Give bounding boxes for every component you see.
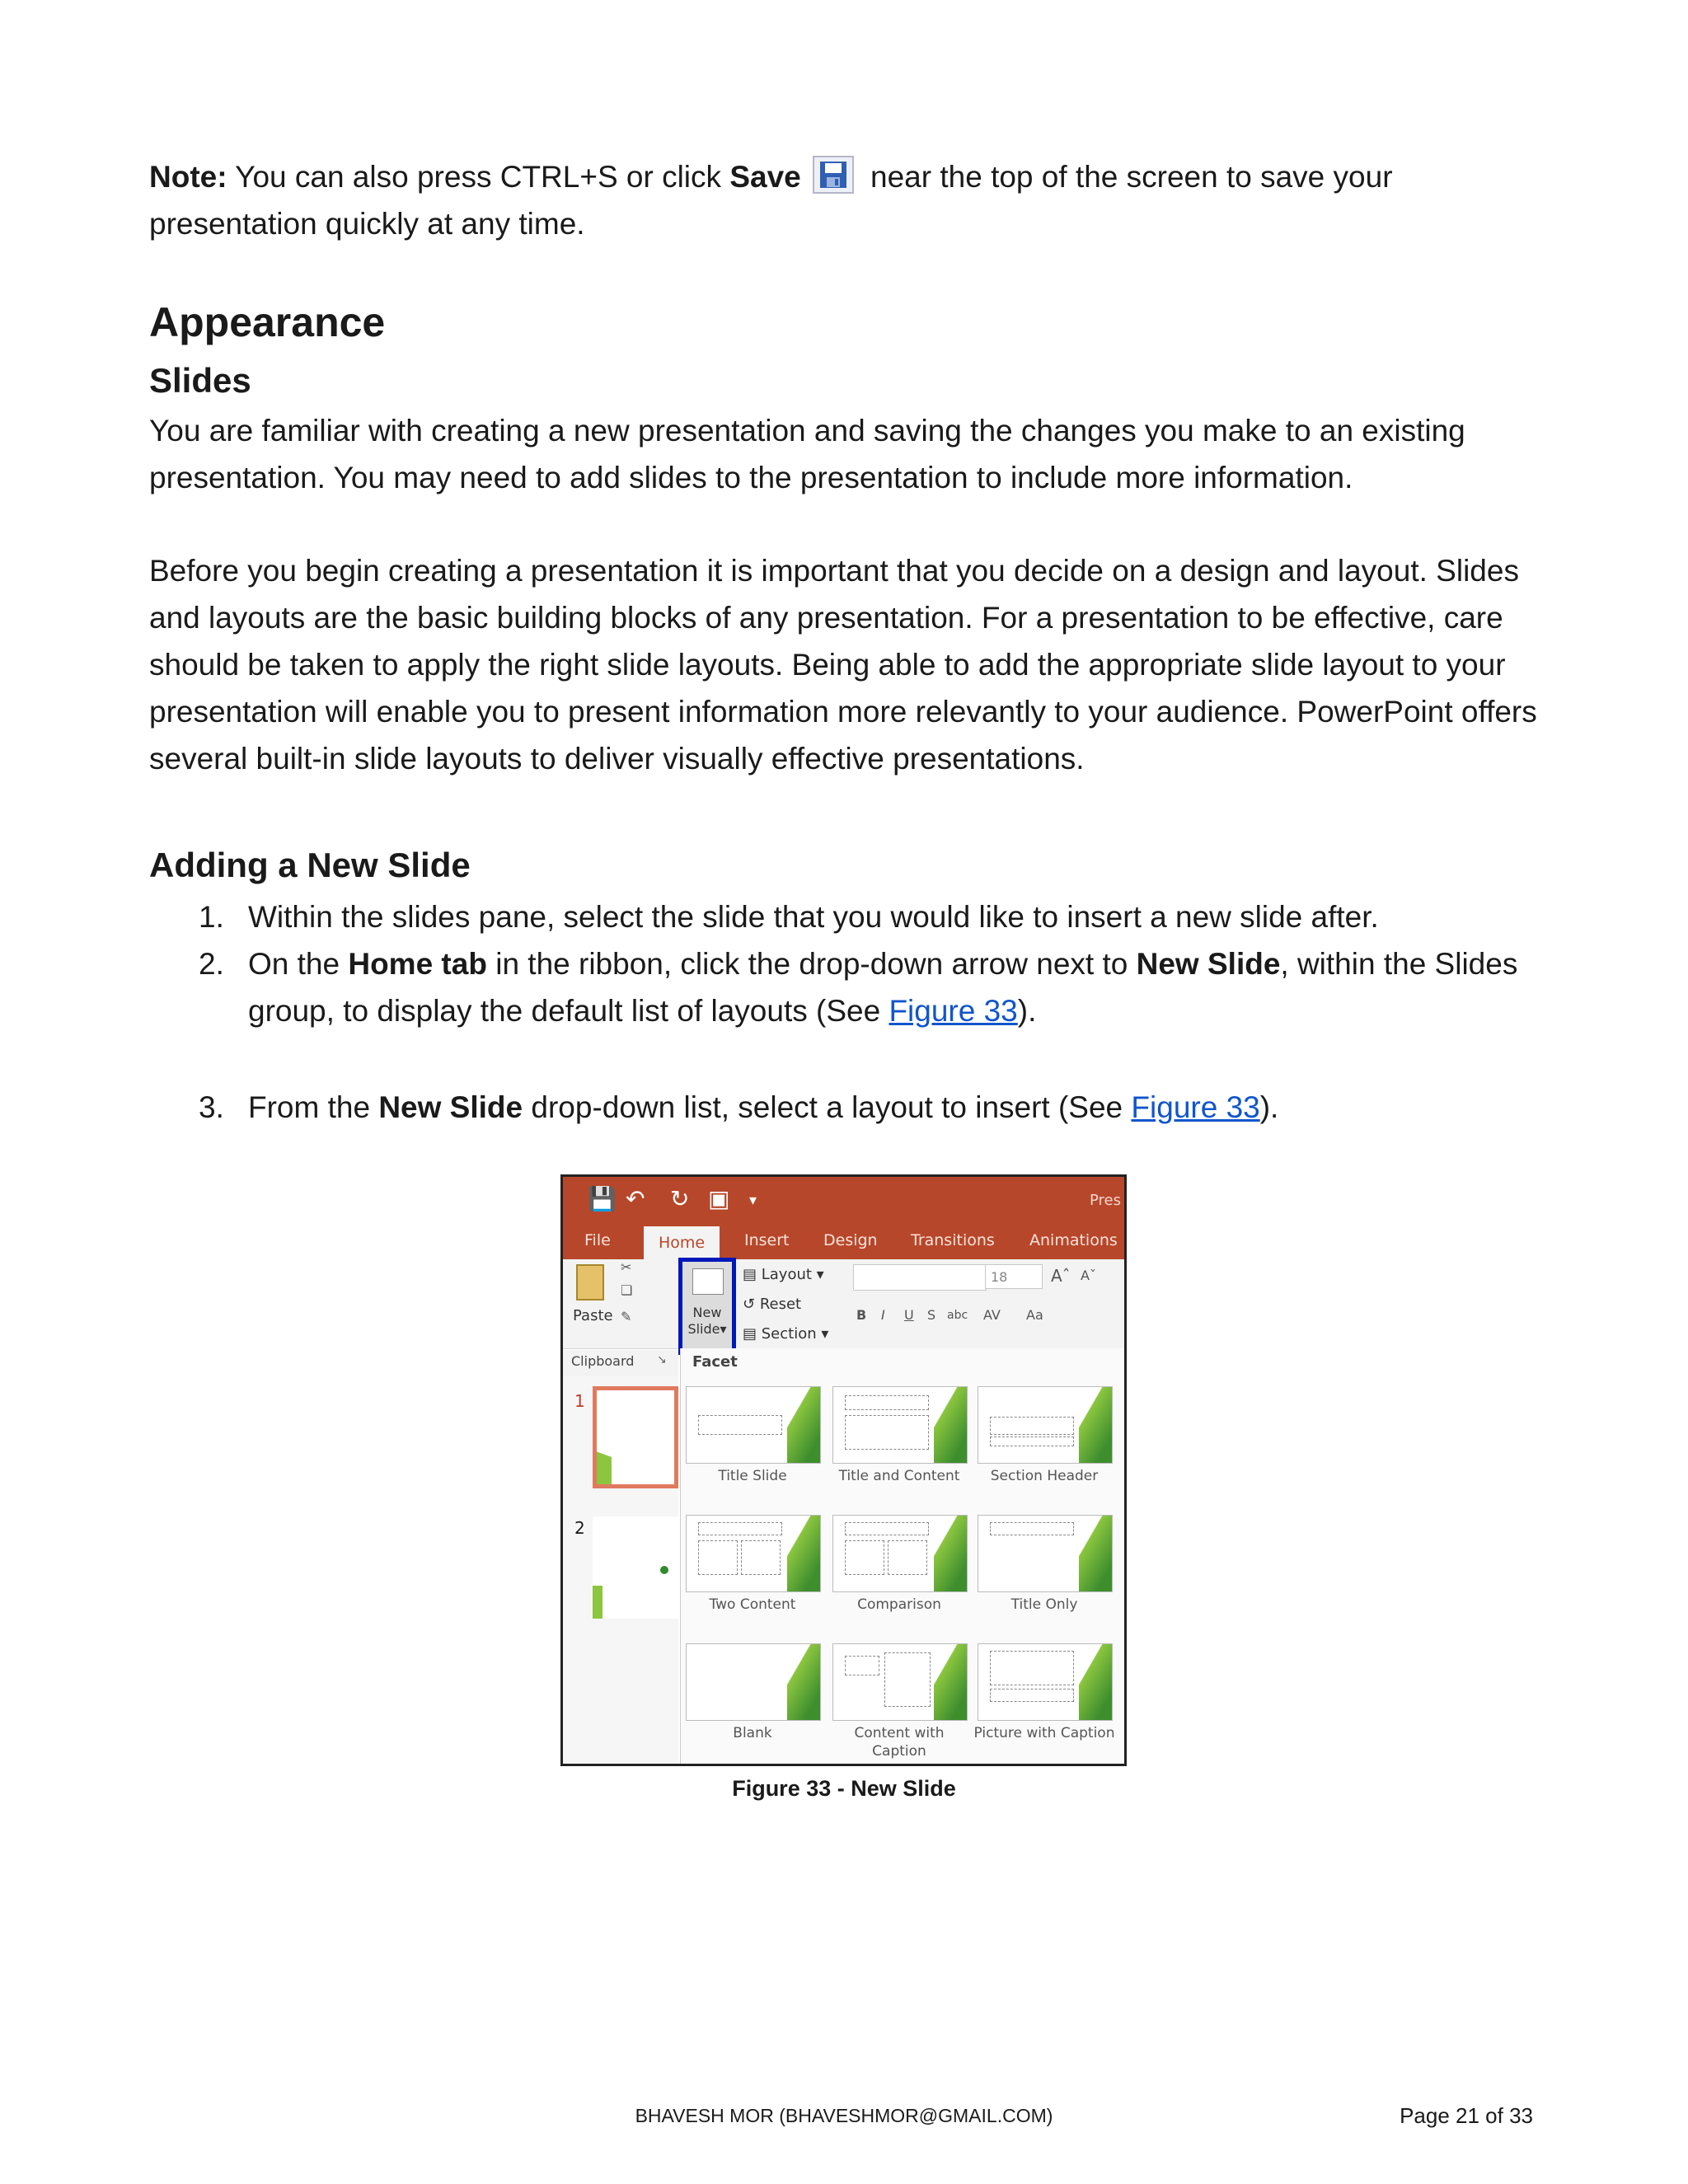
footer-author: BHAVESH MOR (BHAVESHMOR@GMAIL.COM) — [635, 2105, 1053, 2126]
step-text: ). — [1017, 994, 1037, 1028]
layout-label-title-slide: Title Slide — [718, 1468, 787, 1484]
save-word: Save — [729, 160, 801, 194]
layout-thumb-title-slide[interactable] — [686, 1386, 821, 1464]
footer-page-number: Page 21 of 33 — [1400, 2103, 1533, 2128]
step-text: From the — [248, 1090, 379, 1124]
italic-button[interactable]: I — [881, 1307, 885, 1323]
customize-qat-icon: ▾ — [749, 1192, 757, 1209]
layout-label-picture-with-caption: Picture with Caption — [973, 1725, 1115, 1741]
new-slide-button[interactable] — [678, 1258, 736, 1355]
list-item — [149, 940, 1567, 1034]
layout-thumb-section-header[interactable] — [978, 1386, 1113, 1464]
bold-button[interactable]: B — [856, 1307, 867, 1323]
note-text-2: near the top of the screen to save your presentation quickly at any time. — [149, 160, 1393, 241]
layout-label-two-content: Two Content — [709, 1596, 796, 1613]
step-text: Within the slides pane, select the slide that you would like to insert a new slide after. — [248, 900, 1379, 934]
list-item — [149, 893, 1567, 940]
layout-gallery — [680, 1348, 1127, 1766]
figure-new-slide-screenshot — [560, 1174, 1127, 1766]
layout-thumb-title-and-content[interactable] — [832, 1386, 968, 1464]
font-size-field[interactable] — [985, 1264, 1043, 1289]
grow-font-icon[interactable]: Aˆ — [1051, 1266, 1071, 1286]
note-paragraph — [149, 153, 1550, 247]
tab-file[interactable]: File — [584, 1231, 611, 1249]
heading-slides: Slides — [149, 361, 251, 400]
char-spacing-button[interactable]: AV — [983, 1307, 1001, 1323]
slide-number: 2 — [574, 1518, 585, 1538]
tab-design[interactable]: Design — [823, 1231, 878, 1249]
heading-appearance: Appearance — [149, 299, 386, 345]
save-icon — [813, 156, 854, 194]
layout-label-section-header: Section Header — [990, 1468, 1099, 1484]
layout-thumb-blank[interactable] — [686, 1643, 821, 1721]
layout-label-comparison: Comparison — [857, 1596, 941, 1613]
copy-icon[interactable]: ❏ — [621, 1282, 633, 1298]
step-bold: New Slide — [378, 1090, 523, 1124]
title-bar — [563, 1177, 1124, 1223]
heading-adding-new-slide: Adding a New Slide — [149, 846, 471, 884]
step-number: 2. — [199, 947, 224, 981]
slides-pane — [563, 1376, 678, 1766]
steps-list — [149, 893, 1567, 1131]
save-icon: 💾 — [588, 1185, 617, 1212]
note-label: Note: — [149, 160, 227, 194]
layout-thumb-two-content[interactable] — [686, 1515, 821, 1592]
clipboard-group-label — [563, 1350, 678, 1376]
font-size-value: 18 — [991, 1269, 1008, 1285]
slide-word: Slide — [687, 1321, 720, 1337]
slide-number: 1 — [574, 1391, 585, 1411]
reset-button[interactable]: ↺ Reset — [743, 1296, 802, 1313]
step-number: 1. — [199, 900, 224, 934]
shadow-button[interactable]: S — [927, 1307, 936, 1323]
tab-home[interactable]: Home — [644, 1226, 720, 1259]
step-text: ). — [1259, 1090, 1279, 1124]
step-bold: New Slide — [1136, 947, 1281, 981]
tab-insert[interactable]: Insert — [744, 1231, 790, 1249]
new-slide-label: New — [692, 1305, 722, 1320]
paste-button[interactable]: Paste — [573, 1307, 613, 1324]
note-text-1: You can also press CTRL+S or click — [227, 160, 730, 194]
layout-button[interactable]: ▤ Layout ▾ — [743, 1266, 824, 1283]
figure-33-link[interactable]: Figure 33 — [1131, 1090, 1260, 1124]
new-slide-label-2: Slide▾ — [687, 1321, 727, 1337]
figure-caption: Figure 33 - New Slide — [732, 1776, 956, 1801]
figure-33-link[interactable]: Figure 33 — [889, 994, 1018, 1028]
tab-transitions[interactable]: Transitions — [911, 1231, 995, 1249]
slide-thumbnail-1[interactable] — [593, 1386, 678, 1488]
slide-thumbnail-2[interactable] — [593, 1516, 678, 1619]
format-painter-icon[interactable]: ✎ — [621, 1309, 632, 1324]
paragraph-1: You are familiar with creating a new presentation and saving the changes you make to an existing presentation. You may need to add slides to the presentation to include more information. — [149, 414, 1465, 494]
ribbon-tabs — [563, 1223, 1124, 1259]
layout-thumb-content-with-caption[interactable] — [832, 1643, 968, 1721]
layout-label-content-with-caption: Content with Caption — [854, 1725, 945, 1760]
font-name-field[interactable] — [853, 1264, 987, 1291]
list-item — [149, 1084, 1567, 1131]
clipboard-label: Clipboard — [571, 1353, 635, 1369]
paste-icon — [576, 1264, 604, 1301]
layout-thumb-comparison[interactable] — [832, 1515, 968, 1592]
step-text: On the — [248, 947, 349, 981]
step-text: , within the Slides group, to display the default list of layouts (See — [248, 947, 1518, 1028]
section-label: Section — [761, 1325, 817, 1343]
gallery-title: Facet — [692, 1353, 738, 1371]
tab-animations[interactable]: Animations — [1029, 1231, 1118, 1249]
reset-label: Reset — [759, 1296, 802, 1313]
cut-icon[interactable]: ✂ — [621, 1259, 632, 1275]
ribbon — [563, 1259, 1124, 1349]
step-text: drop-down list, select a layout to insert (See — [523, 1090, 1132, 1124]
change-case-button[interactable]: Aa — [1026, 1307, 1043, 1323]
redo-icon: ↻ — [670, 1185, 690, 1212]
start-slideshow-icon: ▣ — [708, 1185, 730, 1212]
strikethrough-button[interactable]: abc — [947, 1309, 968, 1322]
window-title: Pres — [1090, 1192, 1121, 1209]
layout-thumb-picture-with-caption[interactable] — [978, 1643, 1113, 1721]
layout-thumb-title-only[interactable] — [978, 1515, 1113, 1592]
step-number: 3. — [199, 1090, 224, 1124]
layout-label-blank: Blank — [733, 1725, 772, 1741]
step-bold: Home tab — [348, 947, 487, 981]
paragraph-2: Before you begin creating a presentation it is important that you decide on a design and layout. Slides and layouts are the basic building blocks of any presentation. For a presentation to be effective, care should be taken to apply the right slide layouts. Being able to add the appropriate slide layout to your presentation will enable you to present information more relevantly to your audience. PowerPoint offers several built-in slide layouts to deliver visually effective presentations. — [149, 554, 1537, 776]
dialog-launcher-icon[interactable]: ↘ — [657, 1353, 667, 1366]
shrink-font-icon[interactable]: Aˇ — [1081, 1268, 1096, 1283]
undo-icon: ↶ — [626, 1185, 645, 1212]
underline-button[interactable]: U — [904, 1307, 914, 1323]
new-slide-icon — [692, 1268, 724, 1295]
layout-label-title-and-content: Title and Content — [838, 1468, 960, 1484]
layout-label-title-only: Title Only — [1010, 1596, 1078, 1613]
section-button[interactable]: ▤ Section ▾ — [743, 1325, 829, 1343]
layout-label: Layout — [761, 1266, 812, 1283]
step-text: in the ribbon, click the drop-down arrow next to — [486, 947, 1137, 981]
